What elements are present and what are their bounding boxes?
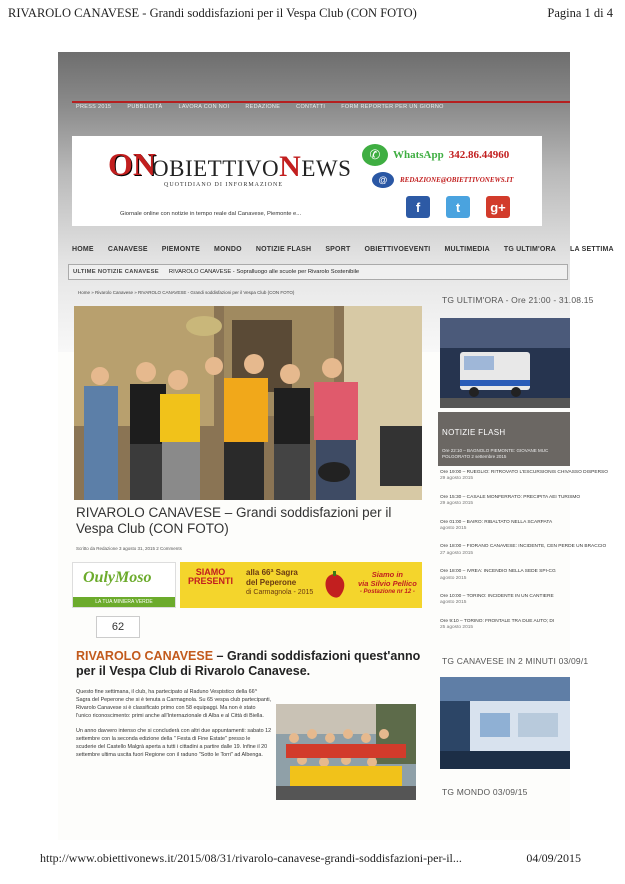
notizie-flash-box (438, 412, 570, 466)
article-byline[interactable]: Scritto da Redazione 3 agosto 31, 2015 2 Comments (76, 546, 182, 551)
print-header (8, 6, 613, 21)
googleplus-icon[interactable]: g+ (486, 196, 510, 218)
nav-item-home[interactable]: HOME (72, 246, 94, 253)
sidebar-tg-canavese-heading[interactable]: TG CANAVESE IN 2 MINUTI 03/09/1 (442, 656, 589, 666)
print-url: http://www.obiettivonews.it/2015/08/31/rivarolo-canavese-grandi-soddisfazioni-per-il... (40, 851, 462, 865)
ad-via-line2: via Silvio Pellico (358, 579, 417, 588)
news-title: Ore 18:00 – IVREA: INCENDIO NELLA SEDE SPI-CG (440, 569, 556, 575)
top-menu-item[interactable]: FORM REPORTER PER UN GIORNO (341, 104, 444, 110)
nav-item-la-settima[interactable]: LA SETTIMA (570, 246, 614, 253)
top-menu (76, 104, 444, 110)
nav-item-multimedia[interactable]: MULTIMEDIA (444, 246, 490, 253)
top-menu-item[interactable]: REDAZIONE (245, 104, 281, 110)
nav-item-mondo[interactable]: MONDO (213, 246, 242, 253)
email-address: REDAZIONE@OBIETTIVONEWS.IT (400, 176, 514, 184)
article-secondary-photo (276, 704, 416, 800)
news-title: Ore 9:10 – TORINO: FRONTALE TRA DUE AUTO; DI (440, 618, 555, 624)
nav-item-tg-ultimora[interactable]: TG ULTIM'ORA (503, 246, 557, 253)
ticker-headline[interactable]: RIVAROLO CANAVESE - Sopralluogo alle scuole per Rivarolo Sostenibile (168, 269, 360, 275)
ad-sagra-text (246, 568, 313, 598)
article-subtitle-text: – Grandi soddisfazioni quest'anno per il Vespa Club di Rivarolo Canavese. (76, 649, 421, 678)
logo-name[interactable] (152, 150, 351, 184)
news-date: 29 agosto 2015 (440, 501, 474, 507)
top-menu-item[interactable]: CONTATTI (296, 104, 326, 110)
list-item[interactable] (440, 569, 570, 582)
ad-olymoso-sub: LA TUA MINIERA VERDE (73, 597, 175, 607)
news-title: Ore 18:00 – FIORANO CANAVESE: INCIDENTE, CEN PERDE UN BRACCIO (440, 544, 607, 550)
whatsapp-number: 342.86.44960 (448, 149, 510, 161)
article-body (76, 688, 272, 766)
news-title: Ore 01:00 – BAIRO: RIBALTATO NELLA SCARPATA (440, 519, 553, 525)
notizie-flash-title: NOTIZIE FLASH (442, 428, 506, 437)
nav-item-notizie-flash[interactable]: NOTIZIE FLASH (255, 246, 312, 253)
news-date: agosto 2015 (440, 575, 467, 581)
ad-banner[interactable] (72, 562, 422, 608)
share-count[interactable]: 62 (96, 616, 140, 638)
list-item[interactable] (440, 494, 581, 508)
article-subtitle-place: RIVAROLO CANAVESE (76, 649, 214, 663)
top-menu-item[interactable]: LAVORA CON NOI (178, 104, 230, 110)
logo-subtitle: QUOTIDIANO DI INFORMAZIONE (164, 182, 283, 188)
tg-video-thumbnail (440, 318, 570, 408)
ad-olymoso-brand: OulyMoso (83, 569, 152, 586)
ad-via-line3: - Postazione nr 12 - (359, 589, 415, 595)
list-item[interactable] (440, 594, 570, 607)
nav-item-obiettivoeventi[interactable]: OBIETTIVOEVENTI (364, 246, 431, 253)
ad-sagra-line1: alla 66ª Sagra (246, 568, 298, 577)
news-title: Ore 19:00 – RUEGLIO: RITROVATO L'ESCURSIONIS CHIVASSO DISPERSO (440, 470, 608, 475)
ticker-label: ULTIME NOTIZIE CANAVESE (73, 269, 159, 275)
list-item[interactable] (440, 619, 570, 632)
sidebar-tg-canavese-video[interactable] (440, 677, 570, 769)
social-links (406, 196, 510, 218)
nav-item-canavese[interactable]: CANAVESE (107, 246, 148, 253)
news-title: Ore 15:30 – CASALE MONFERRATO: PRECIPITA AEI TURISMO (440, 494, 581, 500)
print-title: RIVAROLO CANAVESE - Grandi soddisfazioni per il Vespa Club (CON FOTO) (8, 6, 417, 20)
ad-sagra-line2: del Peperone (246, 578, 297, 587)
nav-item-sport[interactable]: SPORT (325, 246, 351, 253)
facebook-icon[interactable]: f (406, 196, 430, 218)
logo-name-part1: BIETTIVO (169, 156, 280, 181)
logo-area (72, 136, 542, 226)
news-date: 27 agosto 2015 (440, 550, 474, 556)
print-date: 04/09/2015 (526, 851, 581, 865)
logo-mark[interactable]: ON (108, 146, 156, 182)
email-contact[interactable] (372, 172, 513, 188)
news-date: 29 agosto 2015 (440, 476, 474, 482)
site-tagline: Giornale online con notizie in tempo reale dal Canavese, Piemonte e... (120, 211, 302, 217)
top-menu-divider (72, 101, 570, 103)
club-members-photo (276, 704, 416, 800)
sidebar-tg-mondo-heading[interactable]: TG MONDO 03/09/15 (442, 787, 528, 797)
article-title: RIVAROLO CANAVESE – Grandi soddisfazioni per il Vespa Club (CON FOTO) (76, 505, 392, 536)
breadcrumb[interactable]: Home » Rivarolo Canavese » RIVAROLO CANAVESE - Grandi soddisfazioni per il Vespa Club (CON FOTO) (78, 290, 295, 295)
pepper-icon (320, 570, 350, 600)
main-nav (72, 246, 614, 253)
logo-name-part2: EWS (301, 156, 352, 181)
top-menu-item[interactable]: PUBBLICITÀ (127, 104, 163, 110)
news-date: agosto 2015 (440, 526, 467, 532)
ad-olymoso[interactable] (72, 562, 176, 608)
list-item[interactable] (440, 520, 570, 533)
sidebar-tg-video[interactable] (440, 318, 570, 408)
website (58, 52, 614, 840)
twitter-icon[interactable]: t (446, 196, 470, 218)
top-menu-item[interactable]: PRESS 2015 (76, 104, 112, 110)
email-icon: @ (372, 172, 394, 188)
article-paragraph: Un anno davvero intenso che si concluderà con altri due appuntamenti: sabato 12 settembre con la seconda edizione della " Festa di Fine Estate" presso le scuderie del Castello Malgrà aperta a tutti i cittadini a partire dalle 19. Infine il 20 settembre ultima uscita fuori Regione con il raduno "Sotto le Torri" ad Albenga. (76, 728, 272, 758)
whatsapp-label: WhatsApp (393, 149, 444, 161)
news-date: 25 agosto 2015 (440, 625, 474, 631)
news-title: Ore 10:00 – TORINO: INCIDENTE IN UN CANTIERE (440, 594, 554, 600)
whatsapp-contact[interactable] (362, 144, 509, 166)
ad-sagra-line3: di Carmagnola - 2015 (246, 589, 314, 596)
article-paragraph: Questo fine settimana, il club, ha partecipato al Raduno Vespistico della 66^ Sagra del Peperone che si è tenuta a Carmagnola. Su 65 vespa club partecipanti, Rivarolo Canavese si è classificato primo con 58 equipaggi. Ma non è stato l'unico riconoscimento: primi anche all'Internazionale di Alba e al Città di Biella. (76, 689, 272, 719)
news-date: agosto 2015 (440, 600, 467, 606)
news-ticker (68, 264, 568, 280)
print-page: Pagina 1 di 4 (547, 6, 613, 20)
notizie-flash-first[interactable]: Ore 22:10 – BAGNOLO PIEMONTE: GIOVANE MUC POLGORATO 2 settembre 2015 (442, 448, 549, 459)
article-subtitle (76, 649, 426, 679)
ad-via-line1: Siamo in (371, 570, 404, 579)
sidebar-tg-heading[interactable]: TG ULTIM'ORA - Ore 21:00 - 31.08.15 (442, 295, 594, 305)
whatsapp-icon: ✆ (362, 144, 388, 166)
vespa-club-group-photo (74, 306, 422, 500)
list-item[interactable] (440, 544, 607, 557)
logo-name-n: N (279, 150, 302, 183)
nav-item-piemonte[interactable]: PIEMONTE (161, 246, 200, 253)
ad-sagra[interactable] (180, 562, 422, 608)
print-footer (40, 851, 581, 866)
ad-via-text (358, 570, 417, 597)
article-main-photo (74, 306, 422, 500)
ad-siamo-presenti: SIAMO PRESENTI (188, 567, 234, 586)
logo-name-o: O (152, 156, 170, 181)
tg-canavese-thumbnail (440, 677, 570, 769)
flash-news-list (440, 470, 608, 644)
list-item[interactable] (440, 470, 608, 483)
